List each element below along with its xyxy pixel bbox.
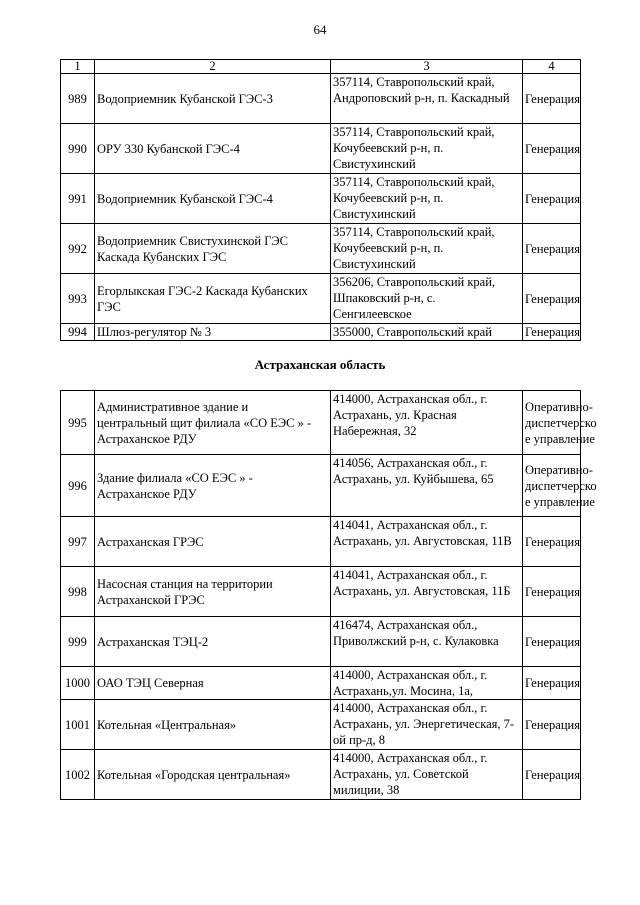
address-line: Свистухинский (333, 257, 416, 271)
activity-type (523, 700, 581, 750)
object-name-line: Астраханское РДУ (97, 431, 197, 446)
object-name-line: Астраханская ТЭЦ-2 (97, 634, 209, 649)
header-col-4: 4 (523, 60, 581, 74)
header-col-2: 2 (95, 60, 331, 74)
header-col-1: 1 (61, 60, 95, 74)
address-line: 414041, Астраханская обл., г. (333, 568, 488, 582)
row-number: 999 (61, 617, 95, 667)
address (331, 324, 523, 341)
table-row (61, 224, 581, 274)
object-name (95, 567, 331, 617)
activity-type-line: Оперативно- (525, 462, 593, 477)
object-name-line: центральный щит филиала «СО ЕЭС » - (97, 415, 312, 430)
table-row (61, 750, 581, 800)
table-row (61, 324, 581, 341)
object-name-line: Насосная станция на территории (97, 576, 273, 591)
address-line: 414056, Астраханская обл., г. (333, 456, 488, 470)
object-name (95, 324, 331, 341)
activity-type-line: Генерация (525, 91, 580, 106)
object-name-line: Каскада Кубанских ГЭС (97, 249, 227, 264)
object-name-line: ГЭС (97, 299, 121, 314)
activity-type-line: е управление (525, 431, 595, 446)
activity-type-line: е управление (525, 494, 595, 509)
activity-type-line: Генерация (525, 191, 580, 206)
table-row (61, 455, 581, 517)
table-row (61, 124, 581, 174)
address-line: 357114, Ставропольский край, (333, 125, 495, 139)
object-name-line: Водоприемник Свистухинской ГЭС (97, 233, 289, 248)
activity-type (523, 391, 597, 455)
object-name (95, 224, 331, 274)
object-name-line: Астраханской ГРЭС (97, 592, 205, 607)
activity-type-line: диспетчерско (525, 478, 597, 493)
address (331, 517, 523, 567)
address (331, 124, 523, 174)
address-line: Сенгилеевское (333, 307, 412, 321)
activity-type (523, 617, 581, 667)
activity-type-line: Генерация (525, 291, 580, 306)
activity-type-line: Генерация (525, 241, 580, 256)
address (331, 391, 523, 455)
address-line: Астрахань, ул. Советской (333, 767, 469, 781)
row-number: 998 (61, 567, 95, 617)
address-line: Набережная, 32 (333, 424, 417, 438)
activity-type (523, 124, 581, 174)
table-row (61, 617, 581, 667)
activity-type-line: Генерация (525, 717, 580, 732)
page-number: 64 (313, 22, 327, 37)
activity-type-line: Генерация (525, 676, 580, 690)
row-number: 990 (61, 124, 95, 174)
address-line: Астрахань, ул. Красная (333, 408, 457, 422)
object-name-line: Астраханское РДУ (97, 486, 197, 501)
activity-type-line: Генерация (525, 141, 580, 156)
address (331, 700, 523, 750)
table-stavropol-body (61, 60, 581, 341)
object-name-line: ОАО ТЭЦ Северная (97, 676, 204, 690)
header-col-3: 3 (331, 60, 523, 74)
activity-type-line: Генерация (525, 767, 580, 782)
object-name-line: Астраханская ГРЭС (97, 534, 204, 549)
address-line: Свистухинский (333, 157, 416, 171)
row-number: 997 (61, 517, 95, 567)
table-row (61, 74, 581, 124)
address-line: ой пр-д, 8 (333, 733, 386, 747)
address-line: 356206, Ставропольский край, (333, 275, 496, 289)
activity-type (523, 274, 581, 324)
activity-type-line: Генерация (525, 584, 580, 599)
object-name (95, 617, 331, 667)
row-number: 994 (61, 324, 95, 341)
object-name (95, 700, 331, 750)
table-stavropol (60, 59, 581, 341)
object-name (95, 667, 331, 700)
row-number: 996 (61, 455, 95, 517)
object-name (95, 124, 331, 174)
table-astrakhan (60, 390, 597, 800)
address-line: 414000, Астраханская обл., г. (333, 701, 488, 715)
activity-type (523, 455, 597, 517)
address-line: Шпаковский р-н, с. (333, 291, 436, 305)
table-header-row (61, 60, 581, 74)
object-name-line: Котельная «Городская центральная» (97, 767, 291, 782)
section-title: Астраханская область (254, 357, 386, 372)
object-name (95, 517, 331, 567)
address (331, 224, 523, 274)
object-name-line: ОРУ 330 Кубанской ГЭС-4 (97, 141, 240, 156)
object-name (95, 750, 331, 800)
activity-type-line: Генерация (525, 634, 580, 649)
address (331, 274, 523, 324)
address-line: 414000, Астраханская обл., г. (333, 392, 488, 406)
object-name-line: Шлюз-регулятор № 3 (97, 325, 212, 339)
table-row (61, 174, 581, 224)
row-number: 992 (61, 224, 95, 274)
address-line: 355000, Ставропольский край (333, 325, 492, 339)
activity-type-line: диспетчерско (525, 415, 597, 430)
address-line: Кочубеевский р-н, п. (333, 241, 444, 255)
address-line: милиции, 38 (333, 783, 400, 797)
activity-type (523, 517, 581, 567)
address (331, 617, 523, 667)
activity-type (523, 324, 581, 341)
table-row (61, 567, 581, 617)
address-line: 414000, Астраханская обл., г. (333, 668, 488, 682)
address (331, 667, 523, 700)
table-row (61, 517, 581, 567)
activity-type (523, 174, 581, 224)
row-number: 1000 (61, 667, 95, 700)
row-number: 991 (61, 174, 95, 224)
table-row (61, 667, 581, 700)
address-line: Астрахань, ул. Августовская, 11Б (333, 584, 511, 598)
address-line: 416474, Астраханская обл., (333, 618, 478, 632)
address-line: Астрахань,ул. Мосина, 1а, (333, 684, 474, 698)
activity-type (523, 224, 581, 274)
row-number: 995 (61, 391, 95, 455)
address-line: 357114, Ставропольский край, (333, 175, 495, 189)
table-row (61, 274, 581, 324)
activity-type-line: Генерация (525, 325, 580, 339)
object-name-line: Водоприемник Кубанской ГЭС-4 (97, 191, 273, 206)
row-number: 993 (61, 274, 95, 324)
address-line: Астрахань, ул. Энергетическая, 7- (333, 717, 515, 731)
address (331, 174, 523, 224)
table-row (61, 700, 581, 750)
address-line: 414041, Астраханская обл., г. (333, 518, 488, 532)
row-number: 1002 (61, 750, 95, 800)
address-line: Приволжский р-н, с. Кулаковка (333, 634, 499, 648)
object-name (95, 74, 331, 124)
activity-type (523, 567, 581, 617)
address-line: Свистухинский (333, 207, 416, 221)
object-name-line: Водоприемник Кубанской ГЭС-3 (97, 91, 273, 106)
object-name-line: Административное здание и (97, 399, 249, 414)
object-name-line: Здание филиала «СО ЕЭС » - (97, 470, 253, 485)
activity-type-line: Генерация (525, 534, 580, 549)
address (331, 750, 523, 800)
address-line: Астрахань, ул. Августовская, 11В (333, 534, 512, 548)
object-name-line: Котельная «Центральная» (97, 717, 237, 732)
object-name (95, 455, 331, 517)
row-number: 989 (61, 74, 95, 124)
table-row (61, 391, 581, 455)
row-number: 1001 (61, 700, 95, 750)
object-name (95, 174, 331, 224)
address (331, 455, 523, 517)
address-line: 414000, Астраханская обл., г. (333, 751, 488, 765)
object-name-line: Егорлыкская ГЭС-2 Каскада Кубанских (97, 283, 308, 298)
address-line: Астрахань, ул. Куйбышева, 65 (333, 472, 494, 486)
address (331, 567, 523, 617)
activity-type-line: Оперативно- (525, 399, 593, 414)
activity-type (523, 74, 581, 124)
object-name (95, 391, 331, 455)
object-name (95, 274, 331, 324)
address-line: 357114, Ставропольский край, (333, 225, 495, 239)
address-line: 357114, Ставропольский край, (333, 75, 495, 89)
address (331, 74, 523, 124)
address-line: Кочубеевский р-н, п. (333, 141, 444, 155)
address-line: Кочубеевский р-н, п. (333, 191, 444, 205)
address-line: Андроповский р-н, п. Каскадный (333, 91, 510, 105)
table-astrakhan-body (61, 391, 597, 800)
activity-type (523, 750, 581, 800)
activity-type (523, 667, 581, 700)
